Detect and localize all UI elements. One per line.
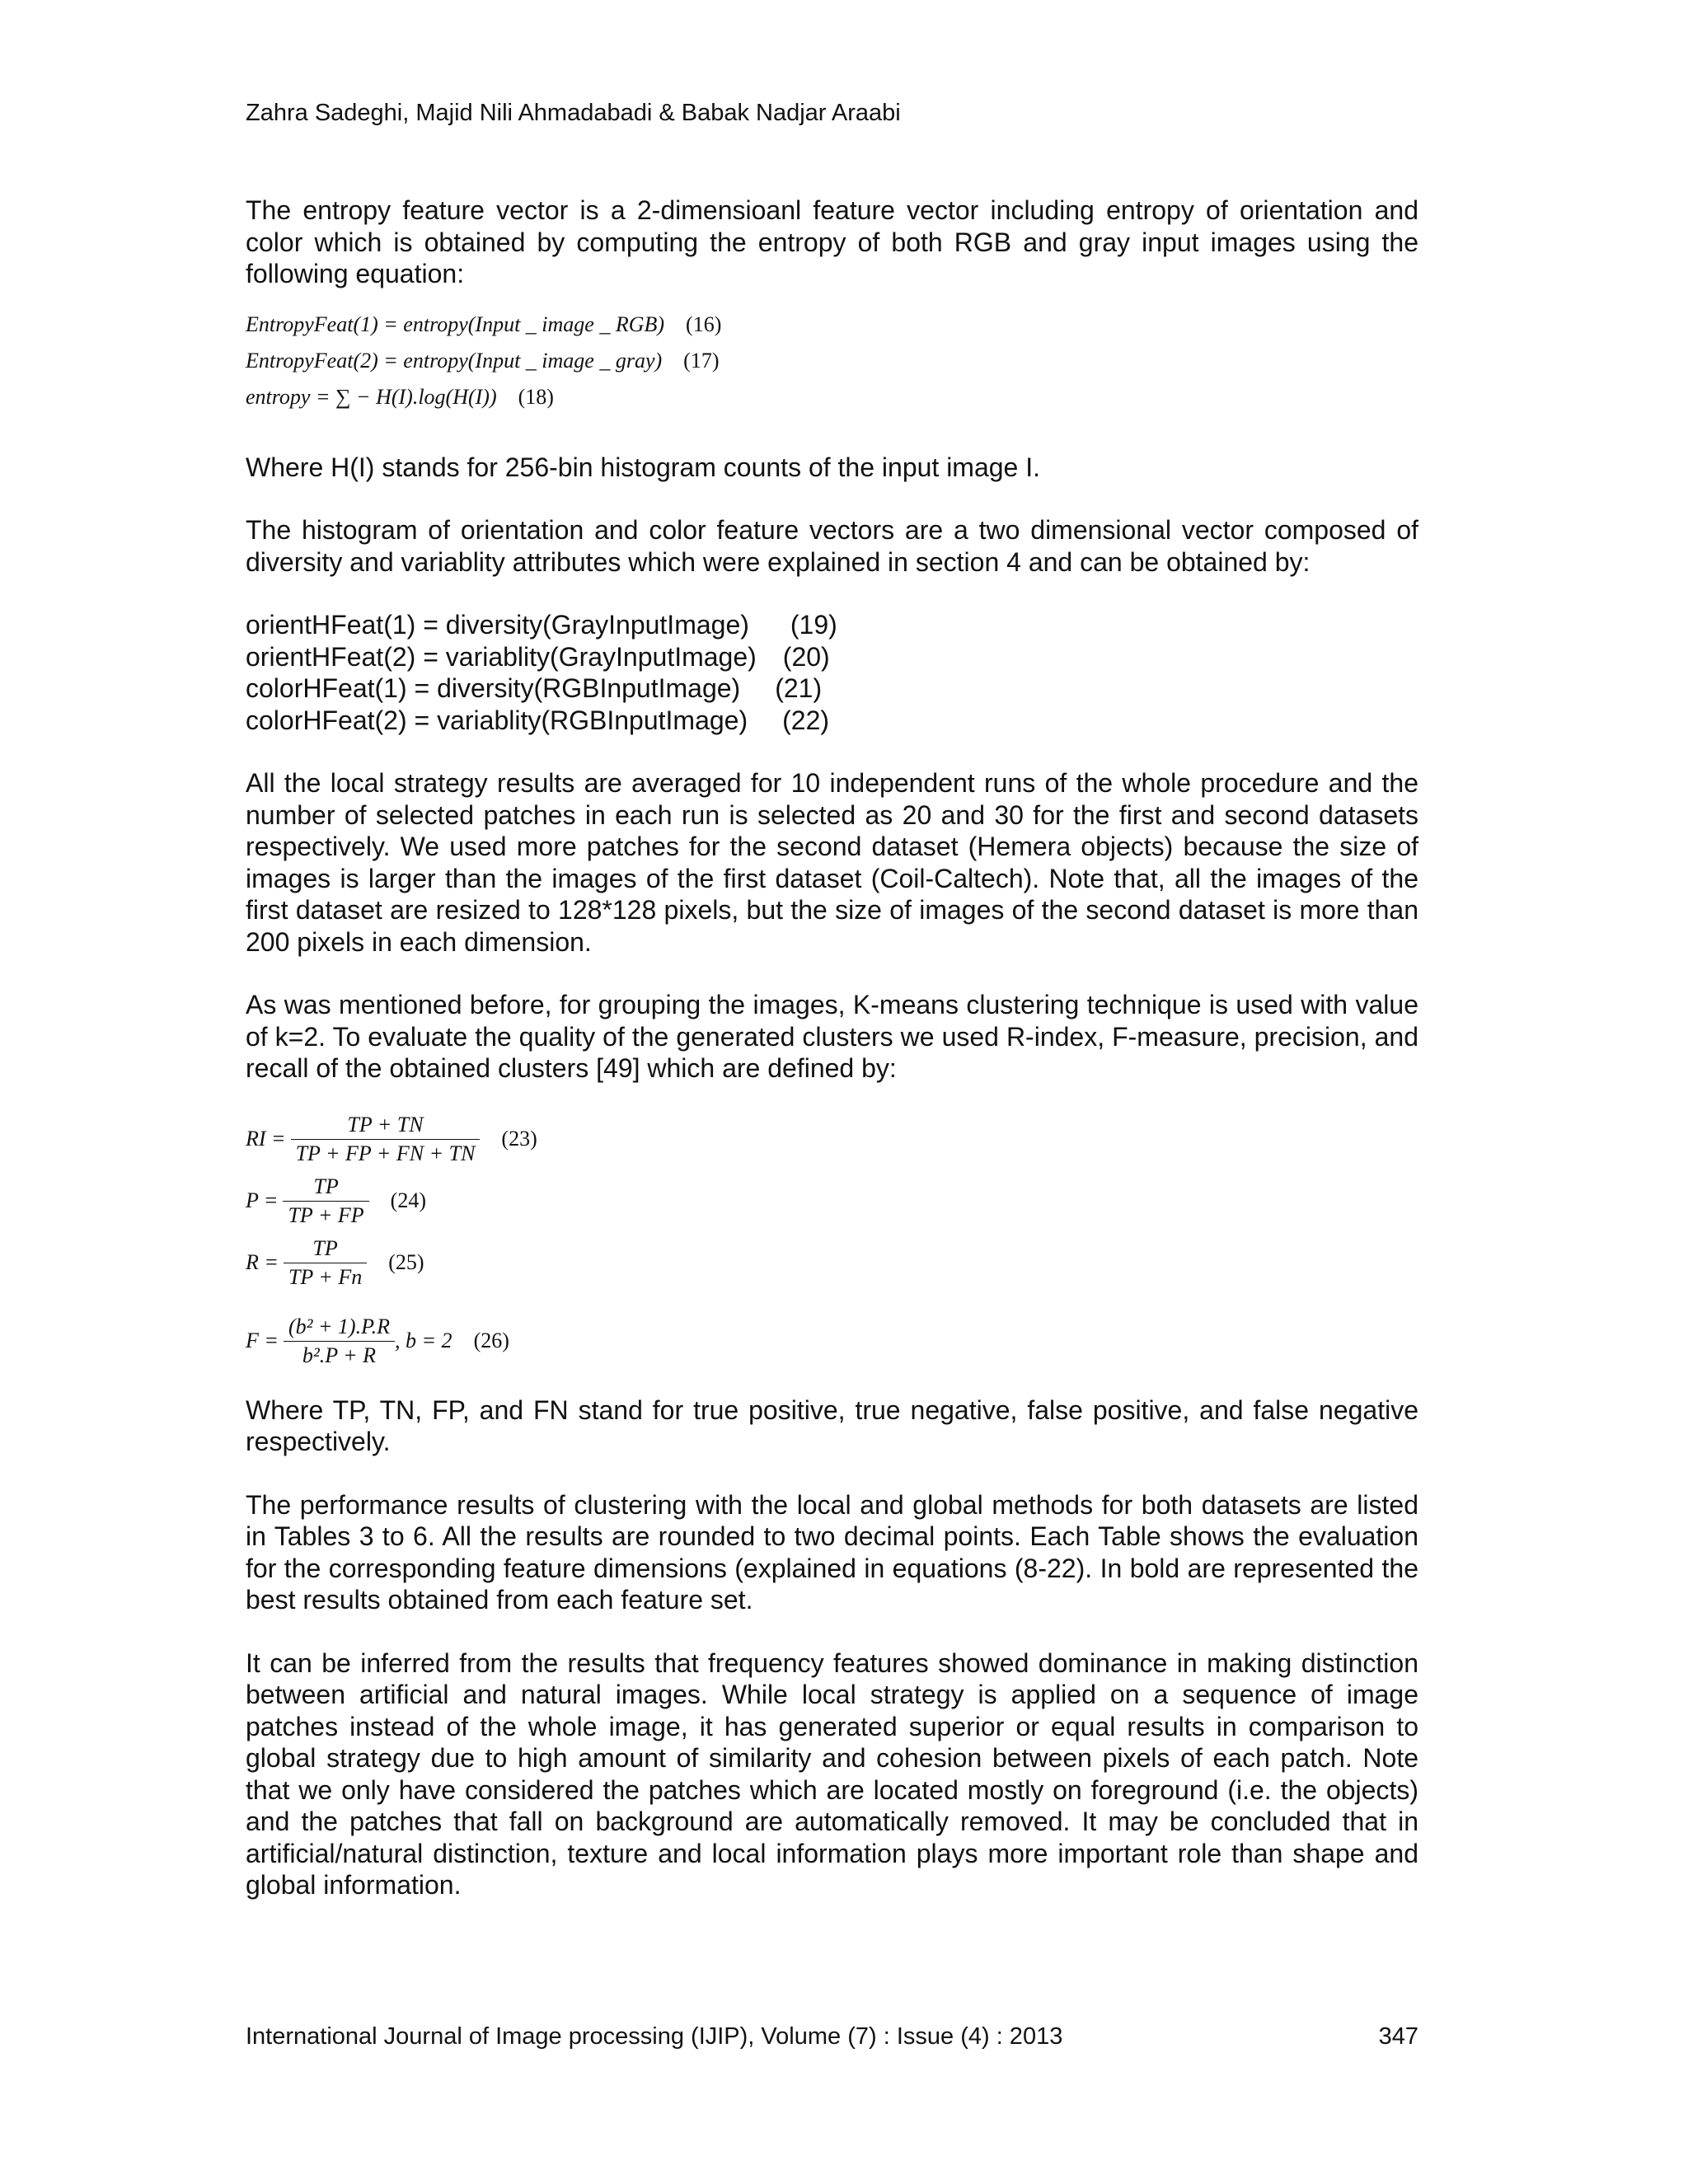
paragraph: All the local strategy results are averaged for 10 independent runs of the whole procedure and the number of selected patches in each run is selected as 20 and 30 for the first and second datasets respectively. We used more patches for the second dataset (Hemera objects) because the size of images is larger than the images of the first dataset (Coil-Caltech). Note that, all the images of the first dataset are resized to 128*128 pixels, but the size of images of the second dataset is more than 200 pixels in each dimension. [246,768,1418,957]
equation-18: entropy = ∑ − H(I).log(H(I)) (18) [246,384,554,409]
paragraph: Where H(I) stands for 256-bin histogram counts of the input image I. [246,452,1041,482]
fraction: $\frac{\text{(b² + 1).P.R}}{\text{b².P + R}}$ [284,1313,395,1370]
running-footer [246,2021,1418,2052]
equation-17: EntropyFeat(2) = entropy(Input _ image _ gray) (17) [246,348,720,373]
equation-25: R = $\frac{TP}{TP + Fn}$ (25) [246,1235,1418,1291]
paragraph: The histogram of orientation and color feature vectors are a two dimensional vector composed of diversity and variablity attributes which were explained in section 4 and can be obtained by: [246,515,1418,577]
paragraph: The performance results of clustering with the local and global methods for both datasets are listed in Tables 3 to 6. All the results are rounded to two decimal points. Each Table shows the evaluation for the corresponding feature dimensions (explained in equations (8-22). In bold are represented the best results obtained from each feature set. [246,1489,1418,1615]
entropy-equations [246,307,1418,415]
paragraph: It can be inferred from the results that frequency features showed dominance in making distinction between artificial and natural images. While local strategy is applied on a sequence of image patches instead of the whole image, it has generated superior or equal results in comparison to global strategy due to high amount of similarity and cohesion between pixels of each patch. Note that we only have considered the patches which are located mostly on foreground (i.e. the objects) and the patches that fall on background are automatically removed. It may be concluded that in artificial/natural distinction, texture and local information plays more important role than shape and global information. [246,1647,1418,1900]
journal-citation: International Journal of Image processing (IJIP), Volume (7) : Issue (4) : 2013 [246,2023,1063,2050]
histogram-equations [246,609,1418,736]
paragraph: The entropy feature vector is a 2-dimensioanl feature vector including entropy of orientation and color which is obtained by computing the entropy of both RGB and gray input images using the following equation: [246,195,1418,288]
equation-19: orientHFeat(1) = diversity(GrayInputImage) (19) [246,610,837,640]
fraction: $\frac{TP + TN}{TP + FP + FN + TN}$ [291,1111,481,1168]
paragraph: Where TP, TN, FP, and FN stand for true positive, true negative, false positive, and false negative respectively. [246,1394,1418,1456]
equation-24: P = $\frac{TP}{TP + FP}$ (24) [246,1173,1418,1230]
running-header: Zahra Sadeghi, Majid Nili Ahmadabadi & Babak Nadjar Araabi [246,100,901,126]
equation-26: F = $\frac{\text{(b² + 1).P.R}}{\text{b².P + R}}$ , b = 2 (26) [246,1313,1418,1370]
equation-22: colorHFeat(2) = variablity(RGBInputImage) (22) [246,705,830,735]
metric-equations [246,1111,1418,1370]
equation-23: RI = $\frac{TP + TN}{TP + FP + FN + TN}$ (23) [246,1111,1418,1168]
page-number: 347 [1378,2023,1418,2050]
fraction: $\frac{TP}{TP + FP}$ [283,1173,368,1230]
equation-20: orientHFeat(2) = variablity(GrayInputImage) (20) [246,641,830,672]
fraction: $\frac{TP}{TP + Fn}$ [284,1235,367,1291]
equation-21: colorHFeat(1) = diversity(RGBInputImage) (21) [246,673,823,703]
equation-16: EntropyFeat(1) = entropy(Input _ image _ RGB) (16) [246,312,722,336]
page-body [246,194,1418,1901]
paragraph: As was mentioned before, for grouping the images, K-means clustering technique is used with value of k=2. To evaluate the quality of the generated clusters we used R-index, F-measure, precision, and recall of the obtained clusters [49] which are defined by: [246,990,1418,1083]
